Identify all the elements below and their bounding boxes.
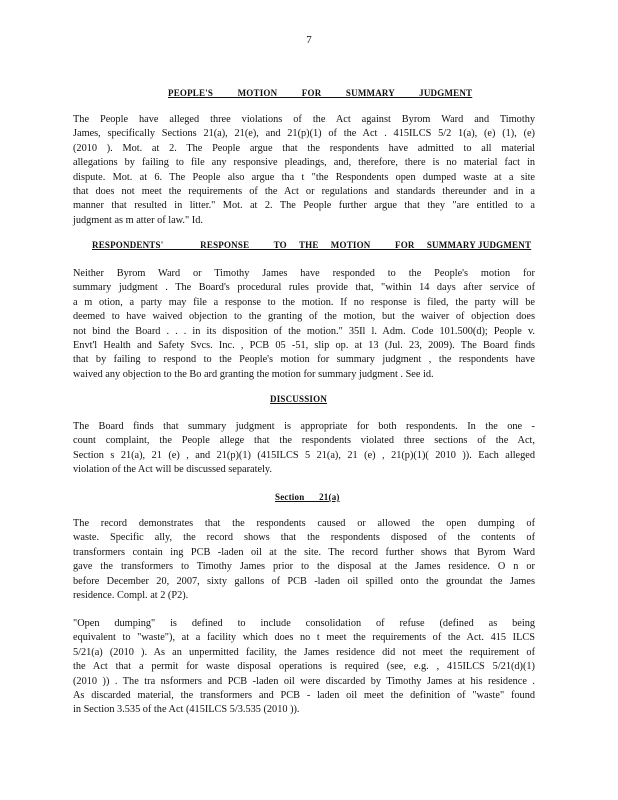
text-line: Neither Byrom Ward or Timothy James have responded to the People's motion for bbox=[73, 268, 535, 279]
text-line: not bind the Board . . . in its disposition of the motion." 35Il l. Adm. Code 101.500(d); People v. bbox=[73, 325, 535, 337]
text-line: manner that resulted in litter." Mot. at 2. The People further argue that they "are entitled to a bbox=[73, 200, 535, 212]
text-line: As discarded material, the transformers and PCB - laden oil meet the definition of "waste" found bbox=[73, 689, 535, 701]
text-line: Envt'l Health and Safety Svcs. Inc. , PCB 05 -51, slip op. at 13 (Jul. 23, 2009). The Board finds bbox=[73, 339, 535, 351]
text-line: the Act that a permit for waste disposal operations is required (see, e.g. , 415ILCS 5/21(d)(1) bbox=[73, 661, 535, 673]
text-line: The record demonstrates that the respondents caused or allowed the open dumping of bbox=[73, 518, 535, 529]
heading-respondents-response: RESPONDENTS' RESPONSE TO THE MOTION FOR SUMMARY JUDGMENT bbox=[92, 240, 532, 250]
text-line: judgment as m atter of law." Id. bbox=[73, 214, 203, 226]
paragraph-open-dumping bbox=[73, 617, 535, 718]
text-line: that by failing to respond to the People's motion for summary judgment , the respondents have bbox=[73, 354, 535, 366]
text-line: summary judgment . The Board's procedural rules provide that, "within 14 days after service of bbox=[73, 282, 535, 294]
heading-section-21a: Section 21(a) bbox=[275, 492, 340, 502]
text-line: "Open dumping" is defined to include consolidation of refuse (defined as being bbox=[73, 618, 535, 629]
text-line: 5/21(a) (2010 ). As an unpermitted facility, the James residence did not meet the requirement of bbox=[73, 646, 535, 658]
paragraph-record bbox=[73, 517, 535, 603]
text-line: Section s 21(a), 21 (e) , and 21(p)(1) (415ILCS 5 21(a), 21 (e) , 21(p)(1)( 2010 )). Each alleged bbox=[73, 449, 535, 461]
page-number: 7 bbox=[306, 34, 312, 46]
paragraph-discussion bbox=[73, 420, 535, 478]
text-line: equivalent to "waste"), at a facility which does no t meet the requirements of the Act. 415 ILCS bbox=[73, 632, 535, 644]
text-line: James, specifically Sections 21(a), 21(e), and 21(p)(1) of the Act . 415ILCS 5/2 1(a), (e) (1), (e) bbox=[73, 128, 535, 140]
text-line: waived any objection to the Bo ard granting the motion for summary judgment . See id. bbox=[73, 368, 434, 380]
text-line: allegations by failing to file any responsive pleadings, and, therefore, there is no material fact in bbox=[73, 157, 535, 169]
text-line: residence. Compl. at 2 (P2). bbox=[73, 589, 189, 601]
heading-peoples-motion: PEOPLE'S MOTION FOR SUMMARY JUDGMENT bbox=[168, 88, 473, 98]
paragraph-respondents-response bbox=[73, 267, 535, 382]
text-line: a m otion, a party may file a response to the motion. If no response is filed, the party will be bbox=[73, 296, 535, 308]
text-line: (2010 )) . The tra nsformers and PCB -laden oil were discarded by Timothy James at his residence . bbox=[73, 675, 535, 687]
text-line: gave the transformers to Timothy James prior to the disposal at the James residence. O n or bbox=[73, 561, 535, 573]
text-line: waste. Specific ally, the record shows that the respondents disposed of the contents of bbox=[73, 532, 535, 544]
heading-discussion: DISCUSSION bbox=[270, 394, 328, 404]
text-line: count complaint, the People allege that the respondents violated three sections of the Act, bbox=[73, 435, 535, 447]
text-line: that does not meet the requirements of the Act or regulations and standards thereunder and in a bbox=[73, 185, 535, 197]
text-line: in Section 3.535 of the Act (415ILCS 5/3.535 (2010 )). bbox=[73, 704, 300, 716]
text-line: The People have alleged three violations of the Act against Byrom Ward and Timothy bbox=[73, 114, 535, 125]
text-line: violation of the Act will be discussed separately. bbox=[73, 464, 272, 476]
text-line: (2010 ). Mot. at 2. The People argue that the respondents have admitted to all material bbox=[73, 142, 535, 154]
text-line: dispute. Mot. at 6. The People also argue tha t "the Respondents open dumped waste at a site bbox=[73, 171, 535, 183]
text-line: before December 20, 2007, sixty gallons of PCB -laden oil spilled onto the groundat the James bbox=[73, 575, 535, 587]
text-line: deemed to have waived objection to the granting of the motion, but the waiver of objection does bbox=[73, 311, 535, 323]
text-line: The Board finds that summary judgment is appropriate for both respondents. In the one - bbox=[73, 421, 535, 432]
text-line: transformers contain ing PCB -laden oil at the site. The record further shows that Byrom Ward bbox=[73, 546, 535, 558]
paragraph-peoples-motion bbox=[73, 113, 535, 228]
